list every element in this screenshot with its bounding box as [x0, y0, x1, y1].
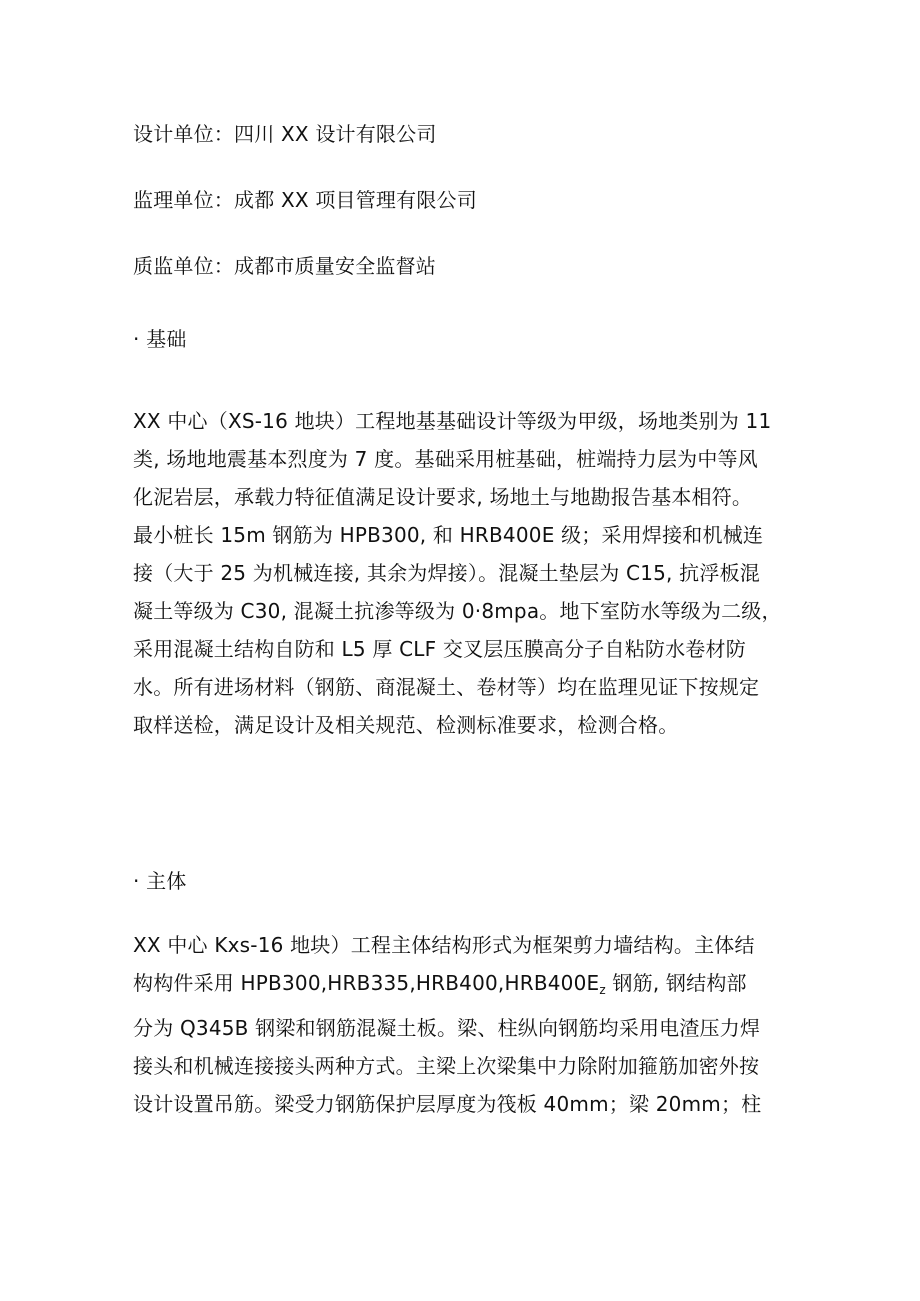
- foundation-line: 最小桩长 15m 钢筋为 HPB300, 和 HRB400E 级；采用焊接和机械连: [133, 523, 764, 547]
- foundation-line: 接（大于 25 为机械连接, 其余为焊接）。混凝土垫层为 C15, 抗浮板混: [133, 561, 760, 585]
- foundation-paragraph: [133, 402, 793, 744]
- main-structure-heading: · 主体: [133, 869, 187, 893]
- main-structure-line: 分为 Q345B 钢梁和钢筋混凝土板。梁、柱纵向钢筋均采用电渣压力焊: [133, 1016, 761, 1040]
- foundation-heading: · 基础: [133, 327, 187, 351]
- main-structure-line-text: 钢筋, 钢结构部: [605, 971, 747, 995]
- main-structure-line: 设计设置吊筋。梁受力钢筋保护层厚度为筏板 40mm；梁 20mm；柱: [133, 1092, 762, 1116]
- design-unit-line: 设计单位：四川 XX 设计有限公司: [133, 122, 437, 146]
- subscript-text: z: [599, 983, 606, 997]
- quality-unit-line: 质监单位：成都市质量安全监督站: [133, 254, 436, 278]
- foundation-line: 取样送检，满足设计及相关规范、检测标准要求，检测合格。: [133, 713, 679, 737]
- main-structure-line-text: 构构件采用 HPB300,HRB335,HRB400,HRB400E: [133, 971, 600, 995]
- foundation-line: 类, 场地地震基本烈度为 7 度。基础采用桩基础，桩端持力层为中等风: [133, 447, 758, 471]
- foundation-line: XX 中心（XS-16 地块）工程地基基础设计等级为甲级，场地类别为 11: [133, 409, 772, 433]
- main-structure-paragraph: [133, 926, 793, 1123]
- main-structure-line: XX 中心 Kxs-16 地块）工程主体结构形式为框架剪力墙结构。主体结: [133, 933, 755, 957]
- foundation-line: 化泥岩层，承载力特征值满足设计要求, 场地土与地勘报告基本相符。: [133, 485, 753, 509]
- foundation-line: 水。所有进场材料（钢筋、商混凝土、卷材等）均在监理见证下按规定: [133, 675, 760, 699]
- foundation-line: 凝土等级为 C30, 混凝土抗渗等级为 0·8mpa。地下室防水等级为二级，: [133, 599, 782, 623]
- foundation-line: 采用混凝土结构自防和 L5 厚 CLF 交叉层压膜高分子自粘防水卷材防: [133, 637, 746, 661]
- supervision-unit-line: 监理单位：成都 XX 项目管理有限公司: [133, 188, 477, 212]
- main-structure-line: 接头和机械连接接头两种方式。主梁上次梁集中力除附加箍筋加密外按: [133, 1054, 760, 1078]
- main-structure-line: [133, 964, 793, 1009]
